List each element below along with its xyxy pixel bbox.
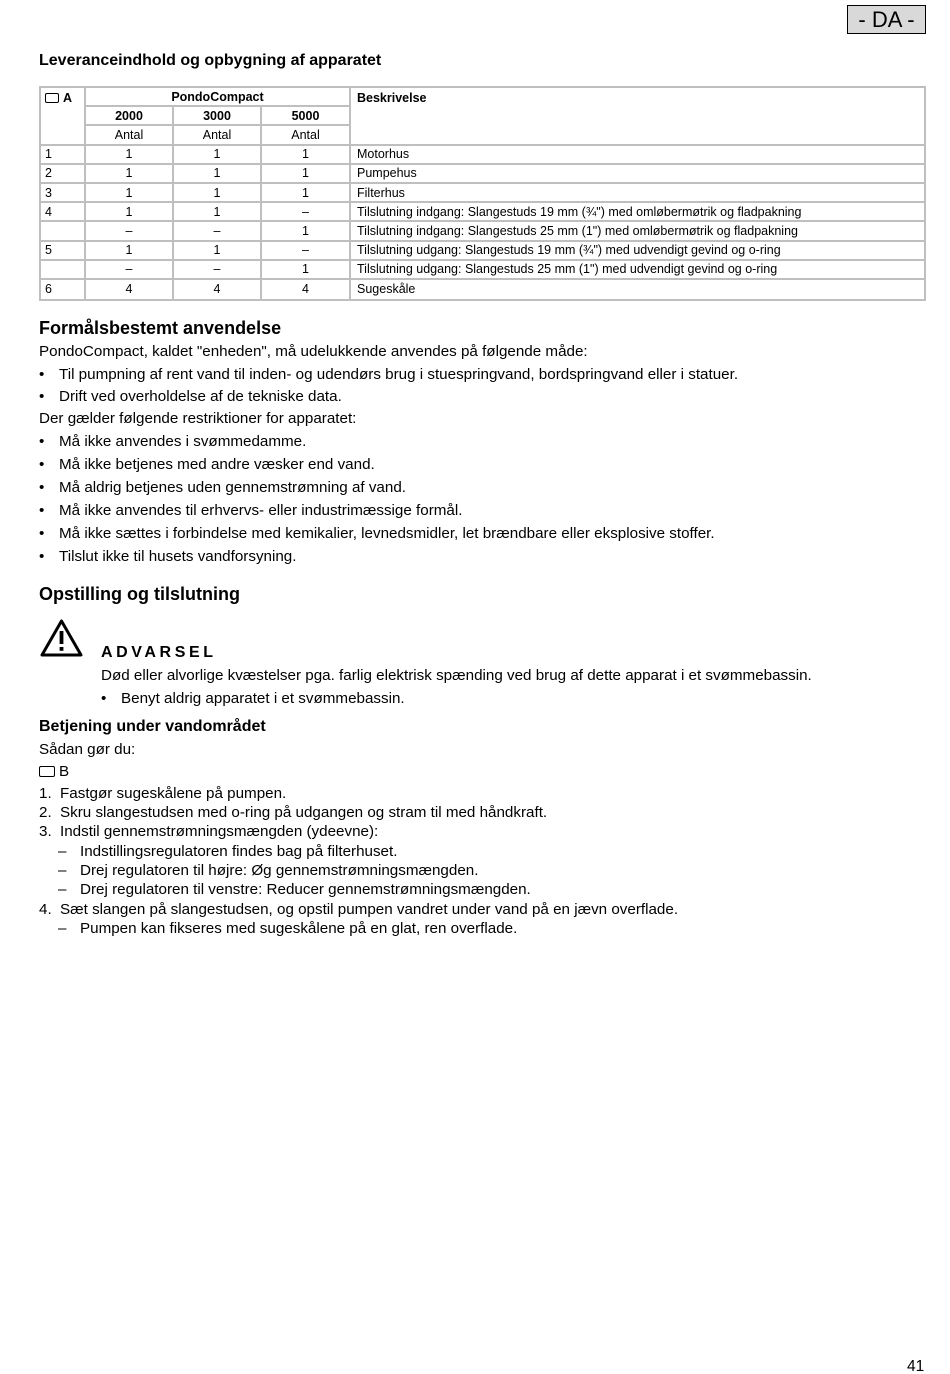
table-row: – – 1 Tilslutning udgang: Slangestuds 25 mm (1") med udvendigt gevind og o-ring	[41, 261, 924, 280]
step-item: 3. Indstil gennemstrømningsmængden (ydeevne):	[39, 823, 379, 840]
figure-box-icon	[45, 93, 59, 103]
table-row: 6 4 4 4 Sugeskåle	[41, 280, 924, 299]
table-qty-row	[41, 126, 924, 145]
qty-label: Antal	[86, 126, 174, 145]
list-item: • Må aldrig betjenes uden gennemstrømning af vand.	[39, 479, 406, 496]
list-item: • Tilslut ikke til husets vandforsyning.	[39, 548, 297, 565]
figure-box-icon	[39, 766, 55, 777]
table-row: – – 1 Tilslutning indgang: Slangestuds 25 mm (1") med omløbermøtrik og fladpakning	[41, 222, 924, 241]
bullet-icon: •	[39, 388, 45, 405]
page-number: 41	[907, 1358, 925, 1374]
delivery-contents-table	[39, 86, 926, 301]
list-item: • Må ikke anvendes i svømmedamme.	[39, 433, 307, 450]
model-3000: 3000	[174, 107, 262, 126]
list-item: • Må ikke sættes i forbindelse med kemikalier, levnedsmidler, let brændbare eller eksplosive stoffer.	[39, 525, 715, 542]
list-item: • Drift ved overholdelse af de tekniske data.	[39, 388, 342, 405]
sub-list-item: – Pumpen kan fikseres med sugeskålene på en glat, ren overflade.	[58, 920, 518, 937]
sub-list-item: – Drej regulatoren til højre: Øg gennemstrømningsmængden.	[58, 862, 479, 879]
subsection-heading: Betjening under vandområdet	[39, 718, 266, 735]
list-item: • Til pumpning af rent vand til inden- og udendørs brug i stuespringvand, bordspringvand eller i statuer.	[39, 366, 739, 383]
sub-list-item: – Drej regulatoren til venstre: Reducer gennemstrømningsmængden.	[58, 881, 531, 898]
qty-label: Antal	[174, 126, 262, 145]
table-row: 1 1 1 1 Motorhus	[41, 146, 924, 165]
setup-heading: Opstilling og tilslutning	[39, 584, 240, 604]
bullet-icon: •	[39, 366, 45, 383]
table-header-row	[41, 88, 924, 107]
figure-ref-b: B	[39, 763, 69, 780]
restrictions-intro: Der gælder følgende restriktioner for apparatet:	[39, 410, 357, 427]
bullet-icon: •	[39, 502, 45, 519]
model-5000: 5000	[262, 107, 351, 126]
product-header: PondoCompact	[86, 88, 351, 107]
language-badge: - DA -	[847, 5, 926, 34]
bullet-icon: •	[39, 525, 45, 542]
intended-use-heading: Formålsbestemt anvendelse	[39, 318, 282, 338]
figure-ref-cell: A	[41, 88, 86, 107]
sub-list-item: – Indstillingsregulatoren findes bag på filterhuset.	[58, 843, 398, 860]
table-row: 4 1 1 – Tilslutning indgang: Slangestuds 19 mm (¾") med omløbermøtrik og fladpakning	[41, 203, 924, 222]
table-models-row	[41, 107, 924, 126]
qty-label: Antal	[262, 126, 351, 145]
warning-triangle-icon	[39, 618, 84, 658]
bullet-icon: •	[39, 479, 45, 496]
delivery-contents-heading: Leveranceindhold og opbygning af apparatet	[39, 52, 382, 69]
bullet-icon: •	[39, 456, 45, 473]
intended-use-intro: PondoCompact, kaldet "enheden", må udelukkende anvendes på følgende måde:	[39, 343, 588, 360]
step-item: 4. Sæt slangen på slangestudsen, og opstil pumpen vandret under vand på en jævn overflade.	[39, 901, 679, 918]
bullet-icon: •	[39, 433, 45, 450]
warning-title: ADVARSEL	[101, 644, 217, 661]
warning-text: Død eller alvorlige kvæstelser pga. farlig elektrisk spænding ved brug af dette apparat i et svømmebassin.	[101, 667, 812, 684]
list-item: • Benyt aldrig apparatet i et svømmebassin.	[101, 690, 405, 707]
step-item: 2. Skru slangestudsen med o-ring på udgangen og stram til med håndkraft.	[39, 804, 548, 821]
model-2000: 2000	[86, 107, 174, 126]
bullet-icon: •	[39, 548, 45, 565]
table-row: 3 1 1 1 Filterhus	[41, 184, 924, 203]
table-row: 2 1 1 1 Pumpehus	[41, 165, 924, 184]
list-item: • Må ikke betjenes med andre væsker end vand.	[39, 456, 375, 473]
list-item: • Må ikke anvendes til erhvervs- eller industrimæssige formål.	[39, 502, 463, 519]
step-item: 1. Fastgør sugeskålene på pumpen.	[39, 785, 287, 802]
bullet-icon: •	[101, 690, 107, 707]
description-header: Beskrivelse	[357, 90, 427, 105]
how-to-text: Sådan gør du:	[39, 741, 136, 758]
table-row: 5 1 1 – Tilslutning udgang: Slangestuds 19 mm (¾") med udvendigt gevind og o-ring	[41, 242, 924, 261]
